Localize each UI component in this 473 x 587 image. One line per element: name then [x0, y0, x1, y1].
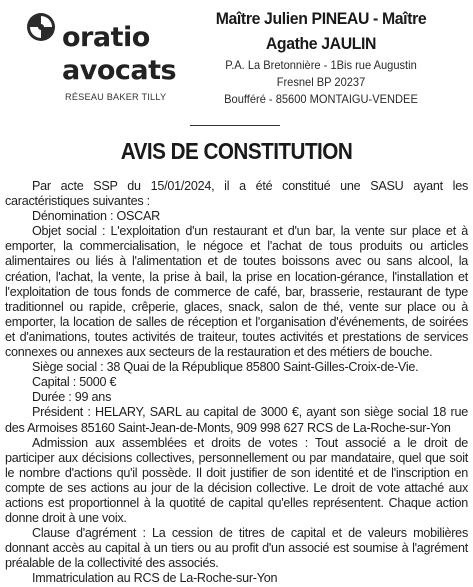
firm-header [180, 6, 462, 107]
paragraph-intro: Par acte SSP du 15/01/2024, il a été constitué une SASU ayant les caractéristiques suivantes : [5, 179, 468, 209]
logo-tagline: RÉSEAU BAKER TILLY [65, 92, 167, 102]
paragraph-objet-social: Objet social : L'exploitation d'un restaurant et d'un bar, la vente sur place et à emporter, la commercialisation, le négoce et l'achat de tous produits ou articles alimentaires ou liés à l'alimentation et de toutes boissons avec ou sans alcool, la création, l'achat, la vente, la prise à bail, la prise en location-gérance, l'installation et l'exploitation de tous fonds de commerce de café, bar, brasserie, restaurant de type traditionnel ou rapide, crêperie, glaces, snack, salon de thé, vente sur place ou à emporter, la location de salles de réception et l'organisation d'événements, de soirées et d'animations, toutes activités de traiteur, toutes activités et prestations de services connexes ou annexes aux secteurs de la restauration et des métiers de bouche. [5, 224, 468, 360]
lawyer-names-line2: Agathe JAULIN [265, 34, 377, 53]
address-line1: P.A. La Bretonnière - 1Bis rue Augustin [225, 58, 417, 72]
paragraph-denomination: Dénomination : OSCAR [32, 209, 160, 224]
paragraph-admission: Admission aux assemblées et droits de votes : Tout associé a le droit de participer aux décisions collectives, personnellement ou par mandataire, quel que soit le nombre d'actions qu'il possède. Il doit justifier de son identité et de l'inscription en compte de ses actions au jour de la décision collective. Le droit de vote attaché aux actions est proportionnel à la quotité de capital qu'elles représentent. Chaque action donne droit à une voix. [5, 435, 468, 526]
paragraph-president: Président : HELARY, SARL au capital de 3000 €, ayant son siège social 18 rue des Armoises 85160 Saint-Jean-de-Monts, 909 998 627 RCS de La-Roche-sur-Yon [5, 405, 468, 435]
address-line2: Fresnel BP 20237 [276, 75, 366, 89]
paragraph-immatriculation: Immatriculation au RCS de La-Roche-sur-Yon [32, 571, 278, 586]
lawyer-names-line1: Maître Julien PINEAU - Maître [215, 9, 427, 28]
paragraph-agrement: Clause d'agrément : La cession de titres de capital et de valeurs mobilières donnant accès au capital à un tiers ou au profit d'un associé est soumise à l'agrément préalable de la collectivité des associés. [5, 526, 468, 571]
logo-word-avocats: avocats [62, 55, 177, 86]
paragraph-capital: Capital : 5000 € [32, 375, 117, 390]
paragraph-duree: Durée : 99 ans [32, 390, 112, 405]
oratio-logo-mark-icon [26, 12, 56, 42]
notice-body [5, 179, 468, 587]
address-line3: Boufféré - 85600 MONTAIGU-VENDEE [224, 92, 418, 106]
notice-title: AVIS DE CONSTITUTION [120, 138, 353, 164]
separator-rule [190, 125, 280, 126]
oratio-logo [14, 10, 177, 110]
logo-word-oratio: oratio [62, 22, 150, 53]
paragraph-siege-social: Siège social : 38 Quai de la République 85800 Saint-Gilles-Croix-de-Vie. [32, 360, 419, 375]
